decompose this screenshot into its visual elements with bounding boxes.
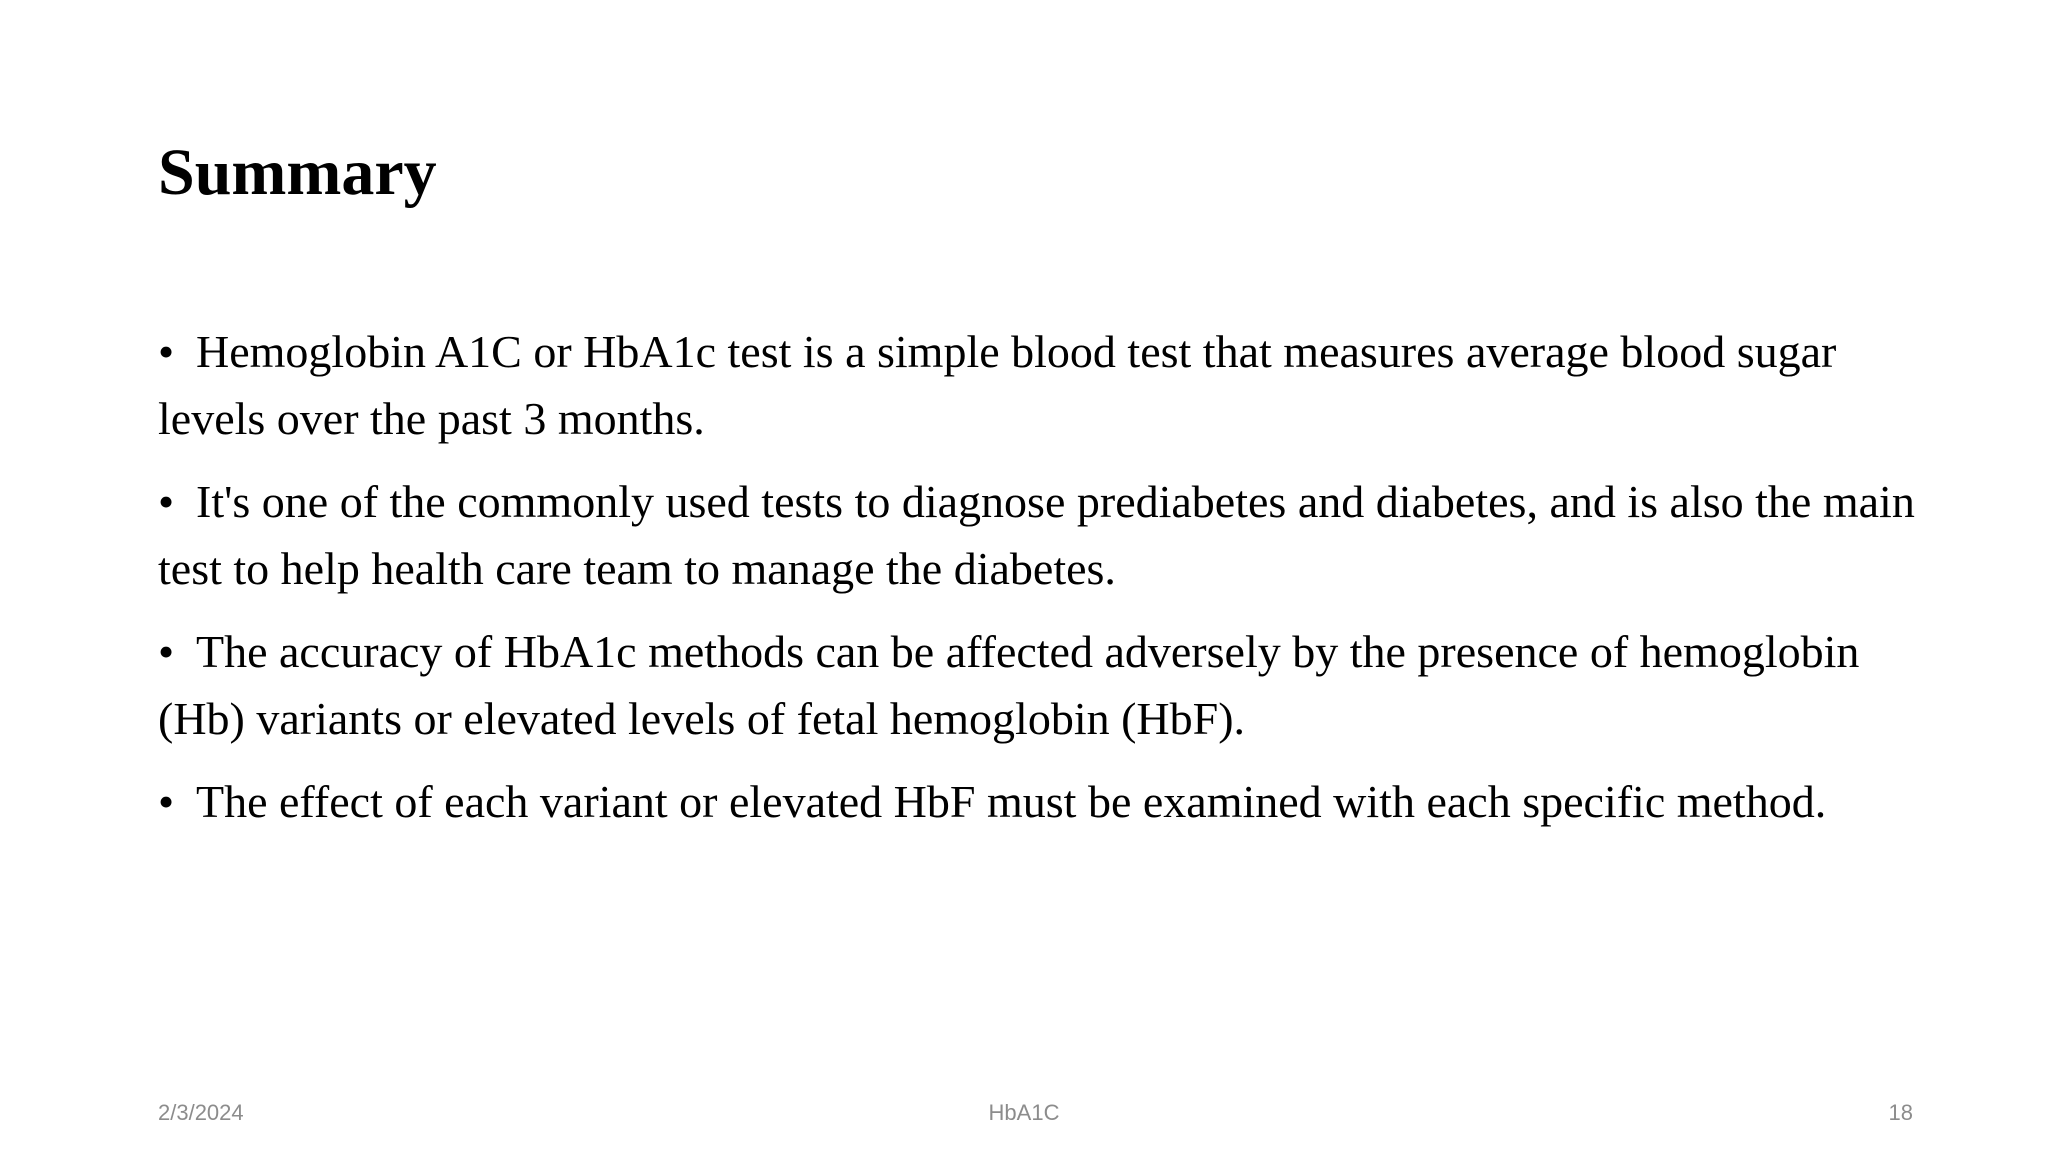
bullet-item xyxy=(158,768,1918,835)
bullet-list xyxy=(158,318,1918,851)
bullet-icon: • xyxy=(158,776,175,827)
bullet-icon: • xyxy=(158,476,175,527)
footer-date: 2/3/2024 xyxy=(158,1100,244,1125)
bullet-icon: • xyxy=(158,626,175,677)
bullet-text: The accuracy of HbA1c methods can be affected adversely by the presence of hemoglobin (Hb) variants or elevated levels of fetal hemoglobin (HbF). xyxy=(158,626,1860,744)
bullet-text: It's one of the commonly used tests to diagnose prediabetes and diabetes, and is also the main test to help health care team to manage the diabetes. xyxy=(158,476,1915,594)
bullet-item xyxy=(158,618,1918,752)
bullet-text: The effect of each variant or elevated HbF must be examined with each specific method. xyxy=(196,776,1827,827)
slide-title: Summary xyxy=(158,136,437,209)
bullet-item xyxy=(158,318,1918,452)
bullet-item xyxy=(158,468,1918,602)
bullet-icon: • xyxy=(158,326,175,377)
page-number: 18 xyxy=(1888,1100,1913,1125)
footer-title: HbA1C xyxy=(988,1100,1060,1125)
bullet-text: Hemoglobin A1C or HbA1c test is a simple blood test that measures average blood sugar levels over the past 3 months. xyxy=(158,326,1837,444)
